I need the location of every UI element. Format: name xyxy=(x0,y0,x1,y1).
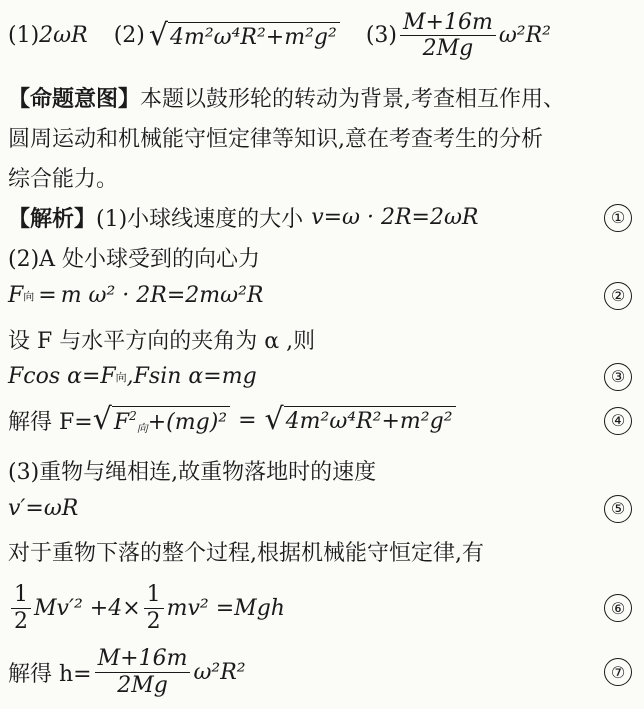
analysis-l10-num-1: 1 xyxy=(11,582,31,608)
analysis-l11-num: M+16m xyxy=(95,646,191,672)
analysis-l10-b: mv² =Mgh xyxy=(166,595,285,621)
analysis-l10-num-2: 1 xyxy=(144,582,164,608)
intent-line-3 xyxy=(8,162,638,193)
marker-2: ② xyxy=(604,282,632,310)
analysis-l1-text: (1)小球线速度的大小 xyxy=(96,207,304,232)
analysis-line-8 xyxy=(8,496,638,521)
answer-1-index: (1) xyxy=(8,23,40,49)
marker-6: ⑥ xyxy=(604,594,632,622)
intent-line-1 xyxy=(8,82,638,113)
analysis-l5-eq-a: Fcos α=F xyxy=(8,364,116,389)
analysis-line-5 xyxy=(8,364,638,389)
answer-1-value: 2ωR xyxy=(39,23,88,49)
marker-1: ① xyxy=(604,204,632,232)
analysis-l6-eq2: = xyxy=(238,408,257,433)
analysis-l6-root2: 4m²ω⁴R²+m²g² xyxy=(284,406,456,435)
marker-5: ⑤ xyxy=(604,495,632,523)
marker-4: ④ xyxy=(604,407,632,435)
marker-3: ③ xyxy=(604,363,632,391)
answer-3-numerator: M+16m xyxy=(400,10,496,36)
answer-2-index: (2) xyxy=(113,23,145,49)
answer-3-denominator: 2Mg xyxy=(422,36,474,62)
analysis-l11-den: 2Mg xyxy=(117,672,168,698)
analysis-l11-tail: ω²R² xyxy=(193,659,246,685)
answer-2-value: 4m²ω⁴R²+m²g² xyxy=(168,22,340,51)
answer-3-tail: ω²R² xyxy=(498,23,551,49)
analysis-l2-text: (2)A 处小球受到的向心力 xyxy=(8,247,261,272)
marker-7: ⑦ xyxy=(604,658,632,686)
answer-3-fraction xyxy=(400,10,496,62)
analysis-line-2 xyxy=(8,242,638,273)
analysis-l5-eq-b: ,Fsin α=mg xyxy=(126,364,257,389)
analysis-line-11 xyxy=(8,644,638,700)
analysis-l10-den-1: 2 xyxy=(14,608,28,634)
answers-line xyxy=(8,10,638,62)
analysis-l11-pre: 解得 h= xyxy=(8,661,92,687)
analysis-l3-sub: 向 xyxy=(23,289,35,303)
intent-text-1: 本题以鼓形轮的转动为背景,考查相互作用、 xyxy=(140,87,566,112)
intent-text-2: 圆周运动和机械能守恒定律等知识,意在考查考生的分析 xyxy=(8,127,543,152)
analysis-line-7 xyxy=(8,455,638,486)
intent-text-3: 综合能力。 xyxy=(8,167,119,192)
analysis-l6-inner-a: F xyxy=(113,409,130,435)
analysis-l6-inner-sub: 向 xyxy=(136,421,148,435)
analysis-line-1 xyxy=(8,202,638,233)
analysis-line-9 xyxy=(8,536,638,567)
analysis-l4-text: 设 F 与水平方向的夹角为 α ,则 xyxy=(8,329,316,354)
analysis-l9-text: 对于重物下落的整个过程,根据机械能守恒定律,有 xyxy=(8,541,484,566)
analysis-l6-inner-b: +(mg)² xyxy=(147,409,228,435)
answer-3-index: (3) xyxy=(365,23,397,49)
analysis-l10-a: Mv′² +4× xyxy=(34,595,141,621)
analysis-line-6: 解得 F= √ $F^2_向+(mg)^2$ = √ 4m²ω⁴R²+m²g² ④ xyxy=(8,405,638,436)
analysis-line-10 xyxy=(8,580,638,636)
analysis-l3-eq: m ω² · 2R=2mω²R xyxy=(60,283,264,308)
analysis-line-3: F 向 = m ω² · 2R=2mω²R ② xyxy=(8,283,638,308)
analysis-l1-eq: v=ω · 2R=2ωR xyxy=(311,205,479,230)
intent-tag: 【命题意图】 xyxy=(8,87,141,112)
analysis-l5-sub: 向 xyxy=(115,370,127,384)
answer-2-sqrt: √ 4m²ω⁴R²+m²g² xyxy=(149,22,340,51)
analysis-l6-pre: 解得 F= xyxy=(8,410,93,435)
intent-line-2 xyxy=(8,122,638,153)
analysis-tag: 【解析】 xyxy=(8,207,97,232)
analysis-l7-text: (3)重物与绳相连,故重物落地时的速度 xyxy=(8,460,377,485)
analysis-l10-den-2: 2 xyxy=(146,608,161,634)
analysis-line-4 xyxy=(8,324,638,355)
analysis-l8-eq: v′=ωR xyxy=(8,496,79,521)
